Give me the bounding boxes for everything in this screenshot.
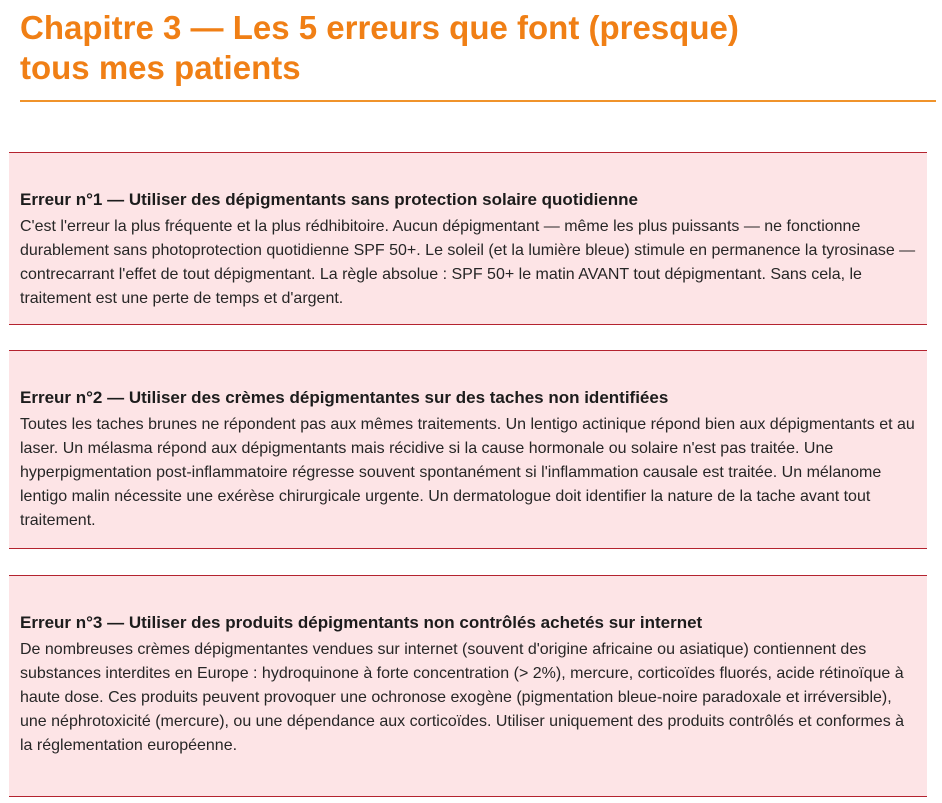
error-body-2: Toutes les taches brunes ne répondent pas aux mêmes traitements. Un lentigo actinique répond bien aux dépigmentants et au laser. Un mélasma répond aux dépigmentants mais récidive si la cause hormonale ou solaire n'est pas traitée. Une hyperpigmentation post-inflammatoire régresse souvent spontanément si l'inflammation causale est traitée. Un mélanome lentigo malin nécessite une exérèse chirurgicale urgente. Un dermatologue doit identifier la nature de la tache avant tout traitement. [20, 416, 915, 529]
error-card-3 [9, 575, 927, 797]
chapter-header [20, 8, 936, 102]
error-heading-2: Erreur n°2 — Utiliser des crèmes dépigmentantes sur des taches non identifiées [20, 388, 669, 407]
chapter-title [20, 8, 936, 88]
error-card-2 [9, 350, 927, 549]
error-body-3: De nombreuses crèmes dépigmentantes vendues sur internet (souvent d'origine africaine ou asiatique) contiennent des substances interdites en Europe : hydroquinone à forte concentration (> 2%), mercure, corticoïdes fluorés, acide rétinoïque à haute dose. Ces produits peuvent provoquer une ochronose exogène (pigmentation bleue-noire paradoxale et irréversible), une néphrotoxicité (mercure), ou une dépendance aux corticoïdes. Utiliser uniquement des produits contrôlés et conformes à la réglementation européenne. [20, 641, 905, 754]
chapter-title-line-1: Chapitre 3 — Les 5 erreurs que font (presque) [20, 9, 739, 46]
error-heading-1: Erreur n°1 — Utiliser des dépigmentants sans protection solaire quotidienne [20, 190, 638, 209]
error-heading-3: Erreur n°3 — Utiliser des produits dépigmentants non contrôlés achetés sur internet [20, 613, 703, 632]
error-card-1 [9, 152, 927, 325]
chapter-title-line-2: tous mes patients [20, 49, 301, 86]
error-body-1: C'est l'erreur la plus fréquente et la plus rédhibitoire. Aucun dépigmentant — même les plus puissants — ne fonctionne durablement sans photoprotection quotidienne SPF 50+. Le soleil (et la lumière bleue) stimule en permanence la tyrosinase — contrecarrant l'effet de tout dépigmentant. La règle absolue : SPF 50+ le matin AVANT tout dépigmentant. Sans cela, le traitement est une perte de temps et d'argent. [20, 218, 916, 307]
